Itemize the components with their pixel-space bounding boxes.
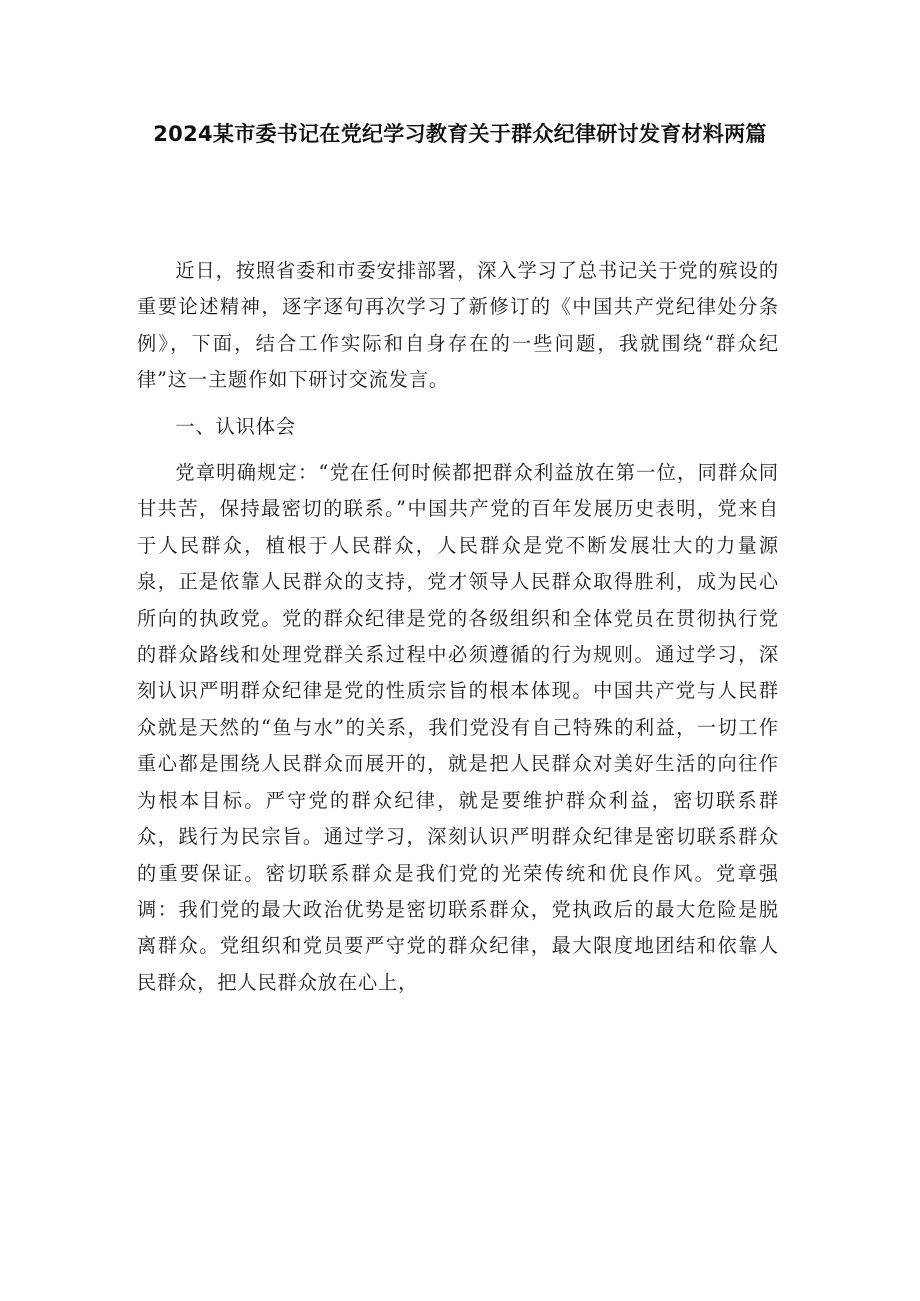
- document-title: 2024某市委书记在党纪学习教育关于群众纪律研讨发育材料两篇: [153, 122, 767, 146]
- body-paragraph: 党章明确规定：“党在任何时候都把群众利益放在第一位，同群众同甘共苦，保持最密切的联系。”中国共产党的百年发展历史表明，党来自于人民群众，植根于人民群众，人民群众是党不断发展壮大的力量源泉，正是依靠人民群众的支持，党才领导人民群众取得胜利，成为民心所向的执政党。党的群众纪律是党的各级组织和全体党员在贯彻执行党的群众路线和处理党群关系过程中必须遵循的行为规则。通过学习，深刻认识严明群众纪律是党的性质宗旨的根本体现。中国共产党与人民群众就是天然的“鱼与水”的关系，我们党没有自己特殊的利益，一切工作重心都是围绕人民群众而展开的，就是把人民群众对美好生活的向往作为根本目标。严守党的群众纪律，就是要维护群众利益，密切联系群众，践行为民宗旨。通过学习，深刻认识严明群众纪律是密切联系群众的重要保证。密切联系群众是我们党的光荣传统和优良作风。党章强调：我们党的最大政治优势是密切联系群众，党执政后的最大危险是脱离群众。党组织和党员要严守党的群众纪律，最大限度地团结和依靠人民群众，把人民群众放在心上，: [137, 461, 779, 994]
- intro-paragraph: 近日，按照省委和市委安排部署，深入学习了总书记关于党的殡设的重要论述精神，逐字逐句再次学习了新修订的《中国共产党纪律处分条例》，下面，结合工作实际和自身存在的一些问题，我就围绕“群众纪律”这一主题作如下研讨交流发言。: [137, 259, 779, 392]
- section-heading: 一、认识体会: [175, 414, 296, 438]
- document-body: [137, 253, 779, 1001]
